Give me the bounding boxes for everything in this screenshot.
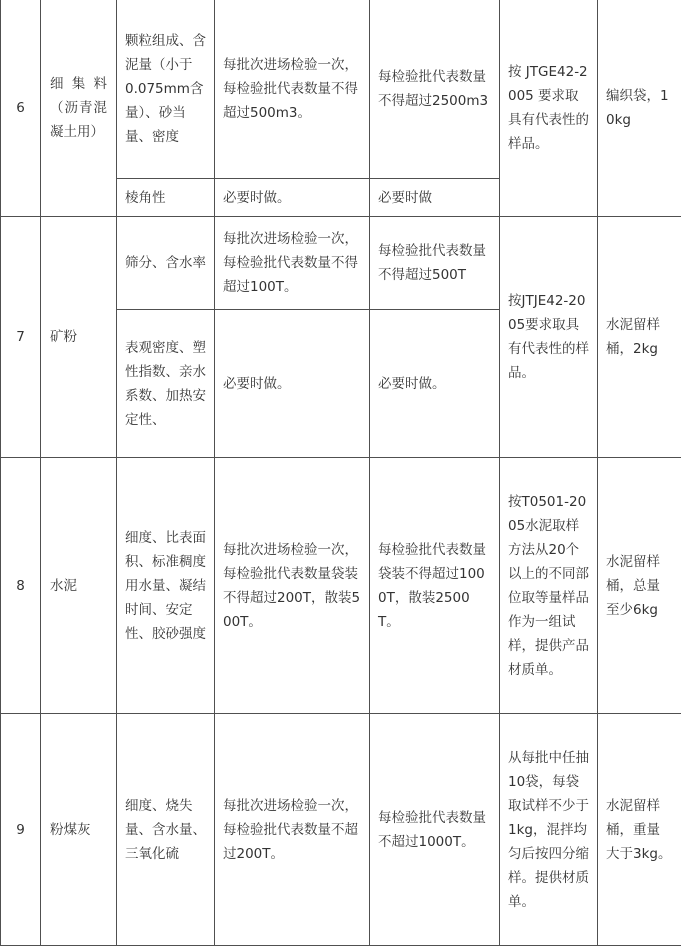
test-items: 表观密度、塑性指数、亲水系数、加热安定性、 — [117, 310, 215, 458]
inspection-frequency: 每批次进场检验一次，每检验批代表数量不超过200T。 — [215, 714, 370, 946]
batch-quantity: 每检验批代表数量袋装不得超过1000T，散装2500T。 — [370, 458, 500, 714]
table-row — [1, 458, 681, 714]
test-items: 颗粒组成、含泥量（小于 0.075mm含量）、砂当量、密度 — [117, 0, 215, 179]
batch-quantity: 每检验批代表数量不得超过500T — [370, 217, 500, 310]
sample-container: 水泥留样桶，总量至少6kg — [598, 458, 681, 714]
sample-container: 编织袋，10kg — [598, 0, 681, 217]
batch-quantity: 必要时做。 — [370, 310, 500, 458]
table-row — [1, 217, 681, 310]
batch-quantity: 每检验批代表数量不超过1000T。 — [370, 714, 500, 946]
sampling-method: 按T0501-2005水泥取样方法从20个以上的不同部位取等量样品作为一组试样，提供产品材质单。 — [500, 458, 598, 714]
material-name: 细集料（沥青混凝土用） — [41, 0, 117, 217]
batch-quantity: 必要时做 — [370, 179, 500, 217]
batch-quantity: 每检验批代表数量不得超过2500m3 — [370, 0, 500, 179]
material-name: 水泥 — [41, 458, 117, 714]
inspection-frequency: 每批次进场检验一次，每检验批代表数量不得超过100T。 — [215, 217, 370, 310]
inspection-frequency: 必要时做。 — [215, 310, 370, 458]
test-items: 棱角性 — [117, 179, 215, 217]
sampling-method: 从每批中任抽10袋，每袋取试样不少于1kg，混拌均匀后按四分缩样。提供材质单。 — [500, 714, 598, 946]
table-row — [1, 714, 681, 946]
material-name: 粉煤灰 — [41, 714, 117, 946]
material-name: 矿粉 — [41, 217, 117, 458]
sampling-method: 按 JTGE42-2005 要求取具有代表性的样品。 — [500, 0, 598, 217]
inspection-frequency: 每批次进场检验一次，每检验批代表数量不得超过500m3。 — [215, 0, 370, 179]
inspection-frequency: 每批次进场检验一次，每检验批代表数量袋装不得超过200T，散装500T。 — [215, 458, 370, 714]
table-row — [1, 0, 681, 179]
row-number: 7 — [1, 217, 41, 458]
inspection-frequency: 必要时做。 — [215, 179, 370, 217]
test-items: 细度、比表面积、标准稠度用水量、凝结时间、安定性、胶砂强度 — [117, 458, 215, 714]
row-number: 9 — [1, 714, 41, 946]
test-items: 细度、烧失量、含水量、三氧化硫 — [117, 714, 215, 946]
sampling-method: 按JTJE42-2005要求取具有代表性的样品。 — [500, 217, 598, 458]
row-number: 8 — [1, 458, 41, 714]
row-number: 6 — [1, 0, 41, 217]
test-items: 筛分、含水率 — [117, 217, 215, 310]
sample-container: 水泥留样桶，2kg — [598, 217, 681, 458]
sample-container: 水泥留样桶，重量大于3kg。 — [598, 714, 681, 946]
